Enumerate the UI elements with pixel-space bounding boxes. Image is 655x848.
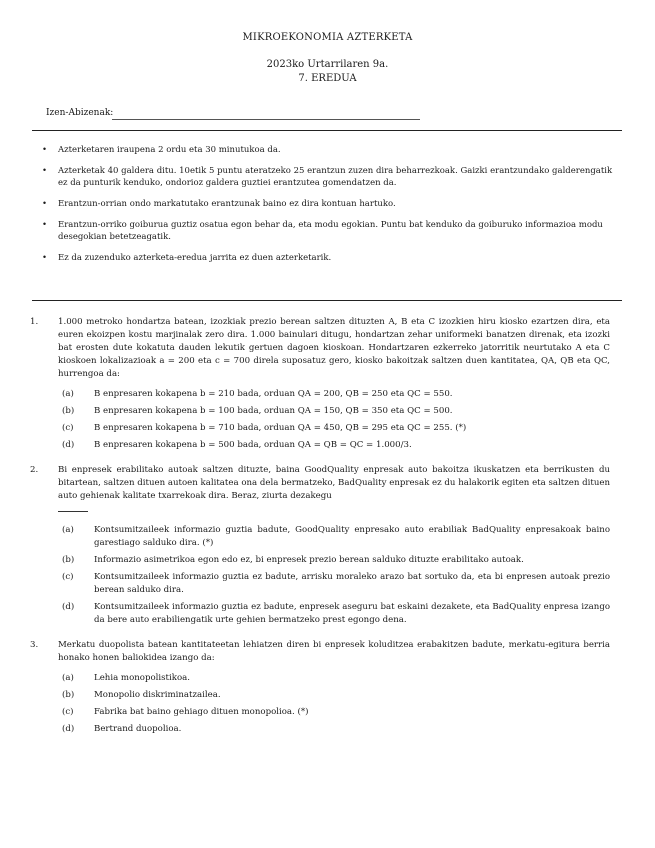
option-text: Kontsumitzaileek informazio guztia ez badute, arrisku moraleko arazo bat sortuko da, eta bi enpresen autoak prezio berean salduko dira.: [94, 572, 610, 595]
exam-model: 7. EREDUA: [298, 73, 357, 84]
option-label: (b): [62, 555, 75, 565]
instruction-item: • Azterketak 40 galdera ditu. 10etik 5 puntu ateratzeko 25 erantzun zuzen dira beharrezkoak. Gaizki erantzundako galderengatik ez da punturik kenduko, ondorioz galdera guztiei erantzutea gomendatzen da.: [34, 165, 614, 189]
option-label: (c): [62, 707, 74, 717]
question-text: 1.000 metroko hondartza batean, izozkiak prezio berean saltzen dituzten A, B eta C izozkien hiru kiosko ezartzen dira, eta euren ekoizpen kostu marjinalak zero dira. 1.000 bainulari ditugu, hondartzan zehar uniformeki banatzen direnak, eta izozki bat erosten dute kokatuta dauden lekutik gertuen dagoen kioskoan. Hondartzaren ezkerreko jatorritik neurtutako A eta C kioskoen lokalizazioak a = 200 eta c = 700 direla suposatuz gero, kiosko bakoitzak saltzen duen kantitatea, QA, QB eta QC, hurrengoa da:: [58, 317, 610, 379]
option-label: (d): [62, 724, 75, 734]
instructions-list: [34, 144, 614, 273]
option-item[interactable]: [58, 439, 610, 452]
instruction-item: • Erantzun-orriko goiburua guztiz osatua egon behar da, eta modu egokian. Puntu bat kenduko da goiburuko informazioa modu desegokian betetzeagatik.: [34, 219, 614, 243]
option-item[interactable]: [58, 524, 610, 550]
question-number: 3.: [30, 640, 39, 650]
question-1: [30, 316, 610, 452]
option-label: (a): [62, 389, 74, 399]
name-label: Izen-Abizenak:: [46, 108, 114, 118]
option-text: Bertrand duopolioa.: [94, 724, 182, 734]
option-item[interactable]: [58, 422, 610, 435]
option-label: (d): [62, 602, 75, 612]
instruction-item: • Ez da zuzenduko azterketa-eredua jarrita ez duen azterketarik.: [34, 252, 614, 264]
option-text: B enpresaren kokapena b = 710 bada, orduan QA = 450, QB = 295 eta QC = 255. (*): [94, 423, 467, 433]
exam-title: MIKROEKONOMIA AZTERKETA: [242, 32, 413, 43]
options-list: [58, 524, 610, 627]
option-item[interactable]: [58, 571, 610, 597]
option-text: Informazio asimetrikoa egon edo ez, bi enpresek prezio berean salduko dituzte erabilitako autoak.: [94, 555, 524, 565]
option-text: Kontsumitzaileek informazio guztia ez badute, enpresek aseguru bat eskaini dezakete, eta BadQuality enpresa izango da bere auto erabiliengatik urte gehien bermatzeko prest egongo dena.: [94, 602, 610, 625]
option-text: Kontsumitzaileek informazio guztia badute, GoodQuality enpresako auto erabiliak BadQuality enpresakoak baino garestiago salduko dira. (*): [94, 525, 610, 548]
option-label: (d): [62, 440, 75, 450]
answer-blank: [58, 503, 88, 512]
option-item[interactable]: [58, 601, 610, 627]
option-item[interactable]: [58, 706, 610, 719]
option-item[interactable]: [58, 388, 610, 401]
option-label: (b): [62, 406, 75, 416]
option-item[interactable]: [58, 689, 610, 702]
question-text: Merkatu duopolista batean kantitateetan lehiatzen diren bi enpresek koluditzea erabakitzen badute, merkatu-egitura berria honako honen baliokidea izango da:: [58, 640, 610, 663]
option-item[interactable]: [58, 723, 610, 736]
divider-bottom: [32, 300, 622, 301]
option-text: Lehia monopolistikoa.: [94, 673, 190, 683]
option-item[interactable]: [58, 672, 610, 685]
option-item[interactable]: [58, 405, 610, 418]
name-field[interactable]: [112, 119, 420, 120]
option-label: (a): [62, 525, 74, 535]
questions-list: [30, 316, 610, 740]
option-text: B enpresaren kokapena b = 500 bada, orduan QA = QB = QC = 1.000/3.: [94, 440, 412, 450]
option-label: (b): [62, 690, 75, 700]
exam-date: 2023ko Urtarrilaren 9a.: [266, 59, 389, 70]
option-label: (a): [62, 673, 74, 683]
option-text: Fabrika bat baino gehiago dituen monopolioa. (*): [94, 707, 309, 717]
option-item[interactable]: [58, 554, 610, 567]
question-2: [30, 464, 610, 627]
instruction-item: • Erantzun-orrian ondo markatutako erantzunak baino ez dira kontuan hartuko.: [34, 198, 614, 210]
option-text: B enpresaren kokapena b = 100 bada, orduan QA = 150, QB = 350 eta QC = 500.: [94, 406, 453, 416]
divider-top: [32, 130, 622, 131]
question-number: 1.: [30, 317, 39, 327]
option-label: (c): [62, 572, 74, 582]
option-label: (c): [62, 423, 74, 433]
options-list: [58, 388, 610, 452]
option-text: Monopolio diskriminatzailea.: [94, 690, 221, 700]
instruction-item: • Azterketaren iraupena 2 ordu eta 30 minutukoa da.: [34, 144, 614, 156]
question-number: 2.: [30, 465, 39, 475]
question-text: Bi enpresek erabilitako autoak saltzen dituzte, baina GoodQuality enpresak auto bakoitza ikuskatzen eta berrikusten du bitartean, saltzen dituen autoen kalitatea ona dela bermatzeko, BadQuality enpresak ez du halakorik egiten eta saltzen dituen auto gehienak kalitate txarrekoak dira. Beraz, ziurta dezakegu: [58, 464, 610, 517]
question-3: [30, 639, 610, 736]
option-text: B enpresaren kokapena b = 210 bada, orduan QA = 200, QB = 250 eta QC = 550.: [94, 389, 453, 399]
options-list: [58, 672, 610, 736]
